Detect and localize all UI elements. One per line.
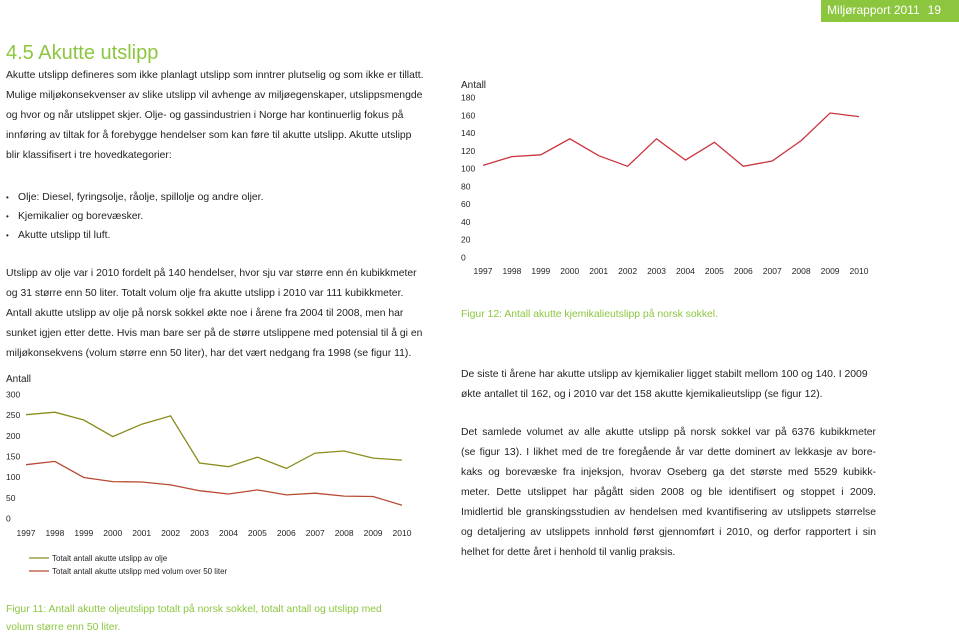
volume-line: (se figur 13). I likhet med de tre foregående år var dette dominert av lekkasje av bore- xyxy=(461,447,876,458)
y-tick-label: 300 xyxy=(6,389,21,400)
chemical-spill-chart xyxy=(455,70,955,285)
x-tick-label: 2005 xyxy=(704,266,724,276)
page-number: 19 xyxy=(927,3,941,17)
list-item: • Akutte utslipp til luft. xyxy=(6,226,446,245)
chem-line: økte antallet til 162, og i 2010 var det 158 akutte kjemikalieutslipp (se figur 12). xyxy=(461,389,823,400)
oil-paragraph xyxy=(6,264,447,364)
y-tick-label: 150 xyxy=(6,451,21,462)
list-item: • Kjemikalier og borevæsker. xyxy=(6,207,446,226)
y-tick-label: 40 xyxy=(461,216,471,227)
x-tick-label: 2010 xyxy=(849,266,869,276)
caption-line: Figur 11: Antall akutte oljeutslipp totalt på norsk sokkel, totalt antall og utslipp med xyxy=(6,604,382,615)
y-tick-label: 50 xyxy=(6,492,16,503)
x-tick-label: 2001 xyxy=(589,266,609,276)
x-tick-label: 2001 xyxy=(132,528,152,538)
section-title: 4.5 Akutte utslipp xyxy=(6,42,159,64)
y-tick-label: 0 xyxy=(461,252,466,263)
x-tick-label: 2008 xyxy=(334,528,354,538)
x-tick-label: 2002 xyxy=(618,266,638,276)
intro-paragraph xyxy=(6,66,447,166)
legend-label: Totalt antall akutte utslipp med volum over 50 liter xyxy=(52,567,228,576)
x-tick-label: 1998 xyxy=(45,528,65,538)
x-tick-label: 2004 xyxy=(219,528,238,538)
y-tick-label: 180 xyxy=(461,92,476,103)
x-tick-label: 2007 xyxy=(305,528,325,538)
intro-line: og hvor og når utslippet skjer. Olje- og gassindustrien i Norge har kontinuerlig fokus på xyxy=(6,110,404,121)
series-line xyxy=(483,113,859,166)
x-tick-label: 2004 xyxy=(676,266,695,276)
y-tick-label: 80 xyxy=(461,181,471,192)
x-tick-label: 1999 xyxy=(74,528,94,538)
oil-line: miljøkonsekvens (volum større enn 50 liter), har det vært nedgang fra 1998 (se figur 11). xyxy=(6,348,412,359)
figure-11-caption xyxy=(6,601,446,637)
chem-line: De siste ti årene har akutte utslipp av kjemikalier ligget stabilt mellom 100 og 140. I 2009 xyxy=(461,369,868,380)
y-tick-label: 0 xyxy=(6,513,11,524)
oil-spill-chart xyxy=(0,368,450,588)
x-tick-label: 2006 xyxy=(276,528,296,538)
category-list xyxy=(6,188,446,245)
x-tick-label: 2003 xyxy=(647,266,666,276)
volume-paragraph xyxy=(461,423,876,563)
y-tick-label: 20 xyxy=(461,234,471,245)
x-tick-label: 2003 xyxy=(190,528,209,538)
x-tick-label: 2008 xyxy=(791,266,811,276)
x-tick-label: 1998 xyxy=(502,266,522,276)
series-line xyxy=(26,461,402,505)
oil-line: Antall akutte utslipp av olje på norsk sokkel økte noe i årene fra 2004 til 2008, men har xyxy=(6,308,404,319)
chemical-paragraph xyxy=(461,365,876,405)
x-tick-label: 1997 xyxy=(16,528,36,538)
figure-12-caption: Figur 12: Antall akutte kjemikalieutslipp på norsk sokkel. xyxy=(461,309,719,320)
legend-label: Totalt antall akutte utslipp av olje xyxy=(52,554,168,563)
x-tick-label: 2005 xyxy=(247,528,267,538)
intro-line: blir klassifisert i tre hovedkategorier: xyxy=(6,150,172,161)
volume-line: helhet for dette året i henhold til vanlig praksis. xyxy=(461,547,676,558)
x-tick-label: 2009 xyxy=(820,266,840,276)
page-header xyxy=(0,0,959,22)
x-tick-label: 2000 xyxy=(103,528,123,538)
volume-line: kaks og borevæske fra injeksjon, hvorav Oseberg ga det største med 5529 kubikk- xyxy=(461,467,876,478)
intro-line: Akutte utslipp defineres som ikke planlagt utslipp som inntrer plutselig og som ikke er tillatt. xyxy=(6,70,424,81)
volume-line: og detaljering av utslippets innhold først gjennomført i 2010, og derfor rapportert i sin xyxy=(461,527,876,538)
x-tick-label: 2007 xyxy=(762,266,782,276)
y-tick-label: 60 xyxy=(461,199,471,210)
oil-line: og 31 større enn 50 liter. Totalt volum olje fra akutte utslipp i 2010 var 111 kubikkmeter. xyxy=(6,288,404,299)
oil-line: sunket igjen etter dette. Hvis man bare ser på de større utslippene med potensial til å gi en xyxy=(6,328,423,339)
volume-line: Det samlede volumet av alle akutte utslipp på norsk sokkel var på 6376 kubikkmeter xyxy=(461,427,876,438)
volume-line: meter. Dette utslippet har pågått siden 2008 og ble identifisert og stoppet i 2009. xyxy=(461,487,876,498)
x-tick-label: 1999 xyxy=(531,266,551,276)
report-name: Miljørapport 2011 xyxy=(827,3,920,17)
caption-line: volum større enn 50 liter. xyxy=(6,622,121,633)
header-text xyxy=(819,3,941,17)
x-tick-label: 1997 xyxy=(473,266,493,276)
y-tick-label: 200 xyxy=(6,430,21,441)
oil-line: Utslipp av olje var i 2010 fordelt på 140 hendelser, hvor sju var større enn én kubikkmeter xyxy=(6,268,417,279)
intro-line: Mulige miljøkonsekvenser av slike utslipp vil avhenge av miljøegenskaper, utslippsmengde xyxy=(6,90,423,101)
intro-line: innføring av tiltak for å forebygge hendelser som kan føre til akutte utslipp. Akutte utslipp xyxy=(6,130,412,141)
y-tick-label: 250 xyxy=(6,410,21,421)
y-tick-label: 160 xyxy=(461,110,476,121)
series-line xyxy=(26,412,402,468)
y-axis-label: Antall xyxy=(6,374,32,385)
y-tick-label: 100 xyxy=(461,163,476,174)
x-tick-label: 2006 xyxy=(733,266,753,276)
volume-line: Imidlertid ble granskingsstudien av hendelsen med kvantifisering av utslippets størrelse xyxy=(461,507,876,518)
y-axis-label: Antall xyxy=(461,80,487,91)
y-tick-label: 140 xyxy=(461,128,476,139)
x-tick-label: 2009 xyxy=(363,528,383,538)
x-tick-label: 2010 xyxy=(392,528,412,538)
list-item: • Olje: Diesel, fyringsolje, råolje, spillolje og andre oljer. xyxy=(6,188,446,207)
y-tick-label: 120 xyxy=(461,145,476,156)
x-tick-label: 2000 xyxy=(560,266,580,276)
y-tick-label: 100 xyxy=(6,472,21,483)
x-tick-label: 2002 xyxy=(161,528,181,538)
